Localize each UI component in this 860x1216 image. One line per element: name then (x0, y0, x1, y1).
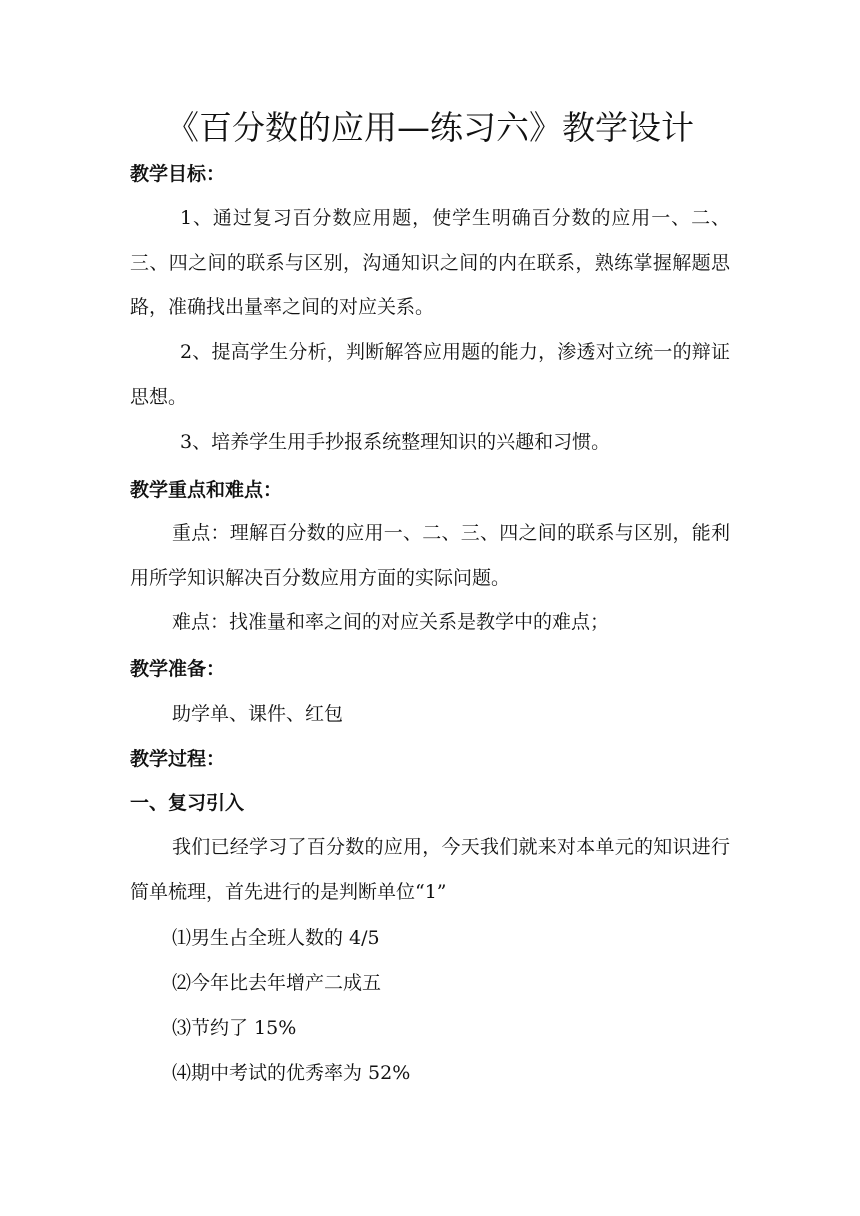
example-item-4: ⑷期中考试的优秀率为 52% (172, 1062, 411, 1084)
part1-heading: 一、复习引入 (130, 792, 245, 814)
preparation-heading: 教学准备： (130, 658, 226, 680)
preparation-text: 助学单、课件、红包 (172, 703, 344, 725)
example-item-1: ⑴男生占全班人数的 4/5 (172, 927, 380, 949)
example-item-2: ⑵今年比去年增产二成五 (172, 972, 382, 994)
objectives-heading: 教学目标： (130, 163, 226, 185)
key-points-heading: 教学重点和难点： (130, 479, 283, 501)
objective-item-2: 2、提高学生分析，判断解答应用题的能力，渗透对立统一的辩证思想。 (130, 341, 730, 408)
example-item-3: ⑶节约了 15% (172, 1017, 297, 1039)
key-focus-text: 重点：理解百分数的应用一、二、三、四之间的联系与区别，能利用所学知识解决百分数应用方面的实际问题。 (130, 522, 730, 589)
document-title: 《百分数的应用—练习六》教学设计 (166, 108, 694, 147)
key-difficulty-text: 难点：找准量和率之间的对应关系是教学中的难点； (172, 611, 610, 633)
objective-item-3: 3、培养学生用手抄报系统整理知识的兴趣和习惯。 (180, 431, 611, 453)
process-heading: 教学过程： (130, 748, 226, 770)
objective-item-1: 1、通过复习百分数应用题，使学生明确百分数的应用一、二、三、四之间的联系与区别，沟通知识之间的内在联系，熟练掌握解题思路，准确找出量率之间的对应关系。 (130, 207, 730, 318)
process-intro-text: 我们已经学习了百分数的应用，今天我们就来对本单元的知识进行简单梳理，首先进行的是判断单位“1” (130, 836, 730, 903)
